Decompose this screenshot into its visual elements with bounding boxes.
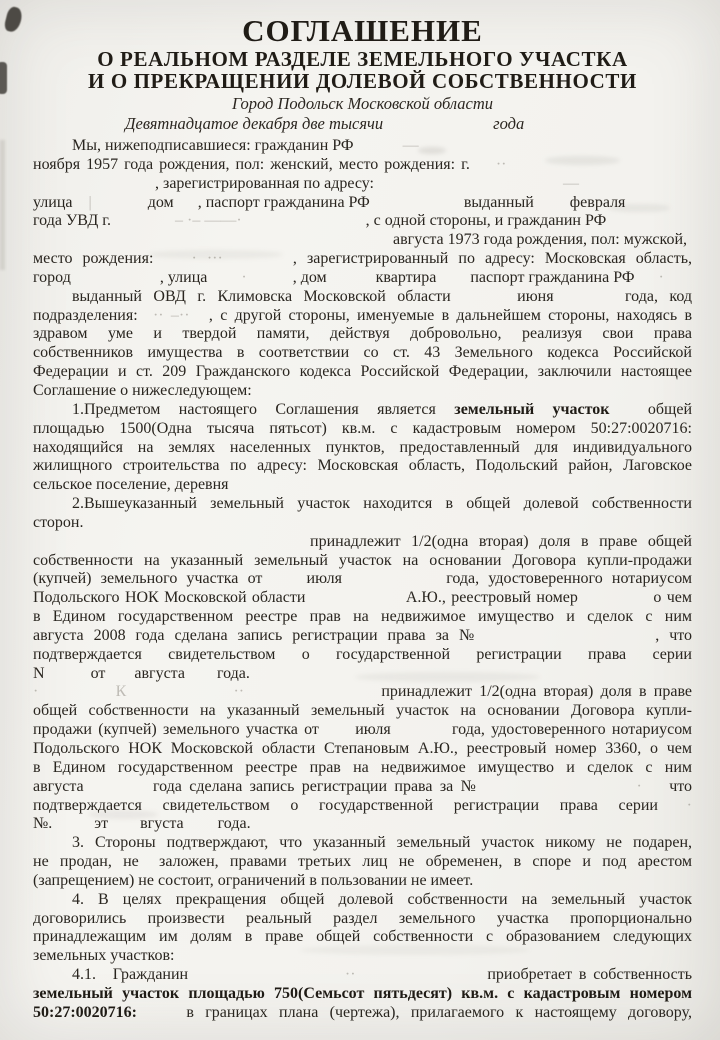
erased-text-remnant: |	[88, 193, 92, 211]
document-line: жилищного строительства по адресу: Московская область, Подольский район, Лаговское	[33, 457, 692, 475]
document-line: N от августа года.	[33, 664, 250, 682]
document-line: 3. Стороны подтверждают, что указанный земельный участок никому не подарен,	[72, 834, 692, 852]
document-line: в Едином государственном реестре прав на недвижимое имущество и сделок с ним	[33, 758, 692, 776]
date-line-text: Девятнадцатое декабря две тысячи	[125, 114, 384, 133]
document-line: продажи (купчей) земельного участка от июля года, удостоверенного нотариусом	[33, 721, 692, 739]
document-body	[33, 137, 692, 1023]
document-line: (запрещением) не состоит, ограничений в пользовании не имеет.	[33, 871, 474, 889]
document-line: улица | дом , паспорт гражданина РФ выданный февраля	[33, 193, 626, 211]
erased-text-remnant: ·· –··	[152, 306, 190, 324]
document-line: 4.1. Гражданин ·· приобретает в собственность	[72, 966, 692, 984]
erased-text-remnant: К	[115, 683, 127, 701]
document-line: сельское поселение, деревня	[33, 476, 229, 494]
document-line: общей собственности на указанный земельный участок на основании Договора купли-	[33, 702, 692, 720]
document-line: августа 2008 года сделана запись регистрации права за № , что	[33, 626, 692, 644]
date-line-year-word: года	[493, 114, 525, 133]
document-line: земельных участков:	[33, 947, 175, 965]
document-line: №. эт вгуста года.	[33, 815, 251, 833]
document-line: собственников имущества в соответствии со ст. 43 Земельного кодекса Российской	[33, 344, 692, 362]
document-place-line: Город Подольск Московской области	[231, 94, 493, 113]
document-line: место рождения: · ··· , зарегистрированный по адресу: Московская область,	[33, 250, 692, 268]
document-subtitle-line-2: И О ПРЕКРАЩЕНИИ ДОЛЕВОЙ СОБСТВЕННОСТИ	[88, 69, 637, 93]
erased-text-remnant: ··	[233, 683, 245, 701]
document-line: подтверждается свидетельством о государственной регистрации права серии	[33, 645, 692, 663]
document-date-line	[125, 114, 692, 133]
erased-text-remnant: · ···	[191, 250, 223, 268]
document-line: сторон.	[33, 513, 84, 531]
document-line: подразделения: ·· –·· , с другой стороны, именуемые в дальнейшем стороны, находясь в	[33, 306, 692, 324]
document-line: город , улица · , дом квартира паспорт гражданина РФ ·	[33, 268, 664, 286]
document-subtitle-line-1: О РЕАЛЬНОМ РАЗДЕЛЕ ЗЕМЕЛЬНОГО УЧАСТКА	[97, 47, 628, 71]
document-line: принадлежащим им долям в праве общей собственности с образованием следующих	[33, 928, 692, 946]
document-line: земельный участок площадью 750(Семьсот пятьдесят) кв.м. с кадастровым номером	[33, 984, 692, 1002]
erased-text-remnant: ··	[344, 966, 356, 984]
erased-text-remnant: ·	[33, 683, 39, 701]
document-line: площадью 1500(Одна тысяча пятьсот) кв.м. с кадастровым номером 50:27:0020716:	[33, 419, 692, 437]
document-line: здравом уме и твердой памяти, действуя добровольно, реализуя свои права	[33, 325, 692, 343]
document-line: Подольского НОК Московской области Степановым А.Ю., реестровый номер 3360, о чем	[33, 740, 692, 757]
erased-text-remnant: ·	[241, 268, 247, 286]
document-line: собственности на указанный земельный участок на основании Договора купли-продажи	[33, 551, 692, 569]
document-line: ноября 1957 года рождения, пол: женский, место рождения: г. ··	[33, 155, 507, 173]
erased-text-remnant: —	[402, 137, 419, 154]
document-line: Федерации и ст. 209 Гражданского кодекса Российской Федерации, заключили настоящее	[33, 363, 692, 381]
erased-text-remnant: ··	[495, 155, 507, 173]
document-line: 1.Предметом настоящего Соглашения является земельный участок общей	[72, 400, 692, 418]
document-line: договорились произвести реальный раздел земельного участка пропорционально	[33, 909, 692, 927]
document-line: Мы, нижеподписавшиеся: гражданин РФ —	[72, 137, 419, 154]
document-line: в Едином государственном реестре прав на недвижимое имущество и сделок с ним	[33, 608, 692, 626]
document-line: (купчей) земельного участка от июля года, удостоверенного нотариусом	[33, 570, 692, 588]
document-title: СОГЛАШЕНИЕ	[242, 13, 483, 48]
erased-text-remnant: —	[562, 174, 579, 192]
erased-text-remnant: ·	[658, 268, 664, 286]
document-line: подтверждается свидетельством о государственной регистрации права серии ·	[33, 796, 692, 814]
document-line: выданный ОВД г. Климовска Московской области июня года, код	[72, 287, 692, 305]
document-line: 4. В целях прекращения общей долевой собственности на земельный участок	[72, 890, 692, 908]
document-line: · К ·· принадлежит 1/2(одна вторая) доля в праве	[33, 683, 692, 701]
document-line: августа года сделана запись регистрации права за № · что	[33, 777, 692, 795]
document-line: Соглашение о нижеследующем:	[33, 381, 252, 399]
document-line: принадлежит 1/2(одна вторая) доля в праве общей	[310, 532, 692, 550]
document-line: 2.Вышеуказанный земельный участок находится в общей долевой собственности	[72, 495, 692, 513]
erased-text-remnant: – ·– ——·	[175, 212, 242, 230]
erased-text-remnant: ·	[686, 796, 692, 814]
document-line: Подольского НОК Московской области А.Ю., реестровый номер о чем	[33, 589, 692, 607]
document-line: 50:27:0020716: в границах плана (чертежа), прилагаемого к настоящему договору,	[33, 1003, 692, 1021]
document-line: находящийся на землях населенных пунктов, предоставленный для индивидуального	[33, 438, 692, 456]
document-line: августа 1973 года рождения, пол: мужской,	[393, 231, 688, 249]
document-line: , зарегистрированная по адресу: —	[155, 174, 579, 192]
document-line: года УВД г. – ·– ——· , с одной стороны, и гражданин РФ	[33, 212, 607, 230]
document-line: не продан, не заложен, правами третьих лиц не обременен, в споре и под арестом	[33, 853, 692, 871]
erased-text-remnant: ·	[636, 777, 642, 795]
